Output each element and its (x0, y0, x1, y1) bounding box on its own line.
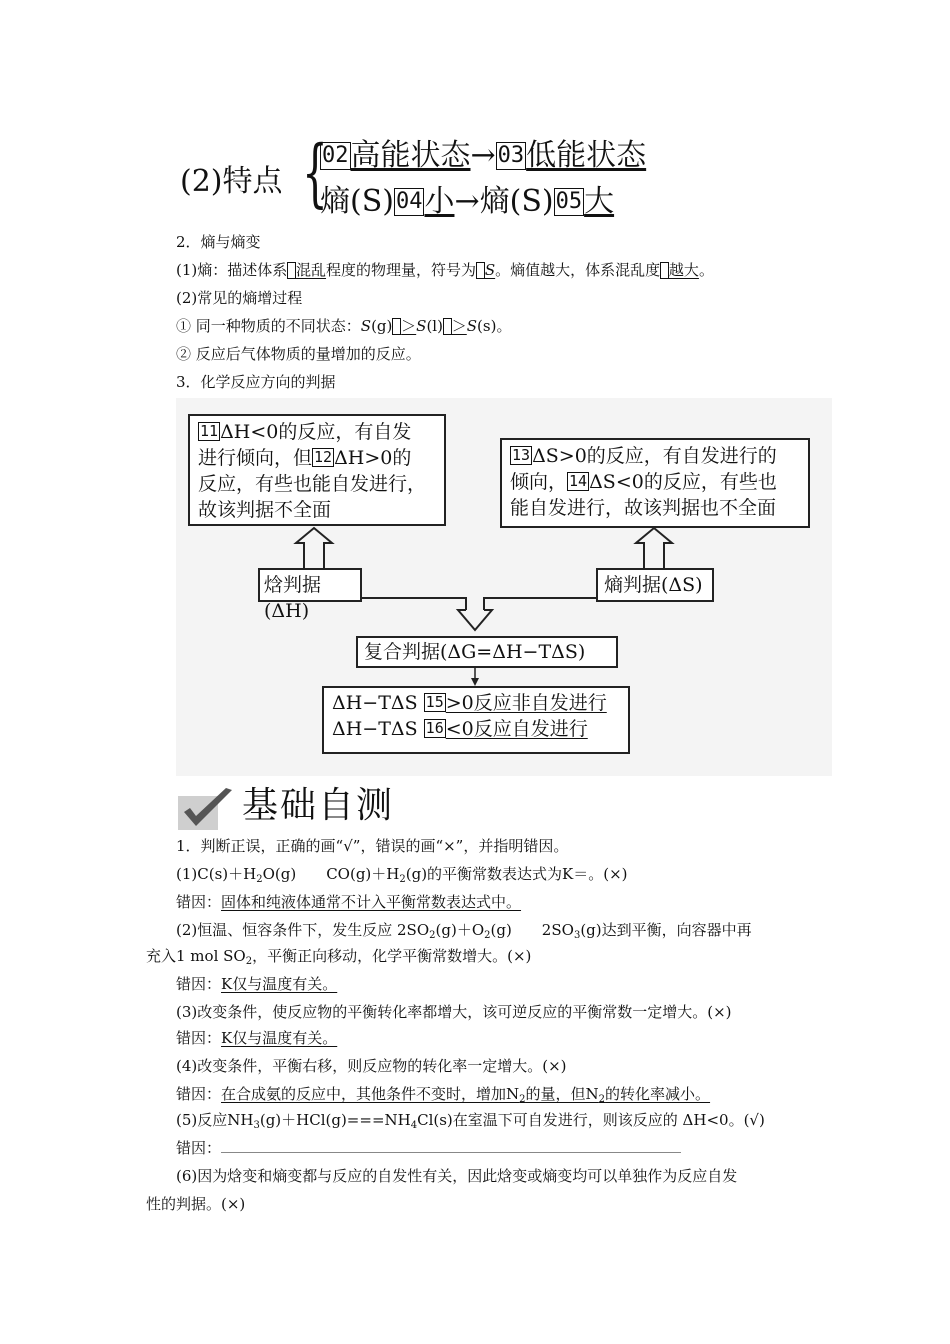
text: ΔH<0的反应，有自发 (220, 421, 412, 443)
blank-number: 04 (395, 189, 423, 214)
subscript: 3 (253, 1120, 260, 1131)
text: 的转化率减小。 (605, 1085, 711, 1103)
question-item (176, 920, 752, 946)
term: (S) (509, 184, 554, 219)
blank-number: 12 (314, 448, 333, 466)
feature-row-entropy (320, 176, 614, 220)
text: (5)反应NH (176, 1111, 254, 1129)
text: 故该判据不全面 (198, 499, 332, 521)
text: ΔH−TΔS (332, 692, 418, 714)
feature-block (180, 128, 700, 220)
question-item: (3)改变条件，使反应物的平衡转化率都增大，该可逆反应的平衡常数一定增大。(×) (176, 1003, 732, 1021)
text: Cl(s)在室温下可自发进行，则该反应的 ΔH<0。(√) (417, 1111, 765, 1129)
error-label: 错因： (176, 1139, 222, 1157)
subscript: 2 (519, 1094, 526, 1105)
term: 熵 (479, 184, 510, 219)
blank-number: 13 (512, 446, 531, 464)
subscript: 2 (598, 1094, 606, 1105)
error-label: 错因： (176, 975, 222, 993)
error-answer: K仅与温度有关。 (221, 1029, 338, 1047)
text: 程度的物理量，符号为 (326, 261, 477, 279)
answer-blank-line (221, 1138, 681, 1153)
combined-criterion-box: 复合判据(ΔG=ΔH−TΔS) (356, 636, 618, 668)
criteria-diagram (176, 398, 832, 776)
paragraph: ② 反应后气体物质的量增加的反应。 (176, 345, 421, 363)
error-label: 错因： (176, 893, 222, 911)
answer-text: ＞ (451, 317, 467, 335)
question-item (176, 864, 628, 890)
text: 反应，有些也能自发进行， (198, 473, 427, 495)
text: ① 同一种物质的不同状态： (176, 317, 361, 335)
blank-number: 16 (425, 719, 444, 737)
answer-text: 越大 (668, 261, 699, 279)
text: (g)的平衡常数表达式为K＝。(×) (405, 865, 628, 883)
text: (2)恒温、恒容条件下，发生反应 2SO (176, 921, 430, 939)
text: ，平衡正向移动，化学平衡常数增大。(×) (252, 947, 532, 965)
text: S (466, 317, 478, 335)
arrowhead-icon (471, 678, 479, 686)
text: 能自发进行，故该判据也不全面 (510, 497, 777, 519)
term: 熵 (320, 184, 350, 219)
subscript: 2 (484, 930, 491, 941)
answer-text: 大 (584, 184, 615, 219)
text: 。熵值越大，体系混乱度 (495, 261, 661, 279)
enthalpy-criterion-box: 焓判据(ΔH) (258, 568, 362, 602)
error-answer (221, 1085, 710, 1103)
connector-line (362, 598, 466, 610)
answer-text: <0反应自发进行 (445, 718, 588, 740)
connector-line (484, 598, 600, 610)
arrow-icon: → (454, 184, 480, 219)
hollow-up-arrow-icon (296, 528, 332, 568)
text: O(g) CO(g)＋H (262, 865, 400, 883)
blank-number: 14 (569, 472, 588, 490)
blank-number: 02 (322, 143, 349, 168)
answer-text: >0反应非自发进行 (445, 692, 607, 714)
blank-box (476, 262, 485, 279)
text: (1)熵：描述体系 (176, 261, 288, 279)
paragraph (176, 316, 511, 336)
text: (g) 2SO (490, 921, 574, 939)
section-title: 2．熵与熵变 (176, 233, 261, 251)
text: ΔS<0的反应，有些也 (589, 471, 777, 493)
result-box (322, 686, 630, 754)
answer-text: 高能状态 (350, 138, 471, 173)
answer-text: ＞ (401, 317, 417, 335)
blank-number: 05 (555, 189, 583, 214)
error-line (176, 1028, 337, 1048)
hollow-down-arrow-icon (458, 610, 492, 630)
paragraph (176, 260, 714, 280)
subscript: 3 (573, 930, 581, 941)
error-answer: K仅与温度有关。 (221, 975, 338, 993)
text: ΔS>0的反应，有自发进行的 (532, 445, 777, 467)
blank-number: 03 (497, 143, 525, 168)
feature-label: (2)特点 (180, 164, 283, 199)
answer-text: 小 (424, 184, 455, 219)
error-line (176, 974, 337, 994)
term: (S) (350, 184, 394, 219)
paragraph: (2)常见的熵增过程 (176, 289, 303, 307)
text: 的量，但N (525, 1085, 599, 1103)
blank-box (443, 318, 452, 335)
blank-box (287, 262, 296, 279)
brace-icon: { (302, 130, 328, 216)
text: ΔH>0的 (334, 447, 412, 469)
error-label: 错因： (176, 1085, 222, 1103)
subscript: 2 (256, 874, 263, 885)
text: 进行倾向，但 (198, 447, 313, 469)
subscript: 2 (399, 874, 406, 885)
text: 在合成氨的反应中，其他条件不变时，增加N (221, 1085, 520, 1103)
text: 倾向， (510, 471, 568, 493)
blank-number: 15 (425, 693, 444, 711)
question-item: (4)改变条件，平衡右移，则反应物的转化率一定增大。(×) (176, 1057, 567, 1075)
answer-text: 低能状态 (526, 138, 647, 173)
error-line (176, 1084, 710, 1110)
entropy-criterion-box: 熵判据(ΔS) (596, 568, 714, 602)
section-header (176, 782, 436, 832)
question-intro: 1．判断正误，正确的画“√”，错误的画“×”，并指明错因。 (176, 837, 569, 855)
question-item: (6)因为焓变和熵变都与反应的自发性有关，因此焓变或熵变均可以单独作为反应自发 (176, 1167, 738, 1185)
text: S (416, 317, 427, 335)
subscript: 4 (410, 1120, 418, 1131)
question-item-cont (146, 946, 531, 972)
subscript: 2 (429, 930, 436, 941)
checkmark-icon (176, 786, 238, 832)
subscript: 2 (245, 956, 253, 967)
text: S (360, 317, 372, 335)
answer-text: S (484, 261, 496, 279)
question-item (176, 1110, 765, 1136)
text: (l) (426, 317, 443, 335)
text: (g)＋O (435, 921, 485, 939)
arrow-icon: → (470, 138, 496, 173)
text: (s)。 (477, 317, 512, 335)
text: (g) (371, 317, 393, 335)
error-label: 错因： (176, 1029, 222, 1047)
blank-number: 11 (200, 422, 219, 440)
error-line (176, 1138, 681, 1158)
error-line (176, 892, 521, 912)
question-item-cont: 性的判据。(×) (146, 1195, 246, 1213)
section-title: 3．化学反应方向的判据 (176, 373, 336, 391)
blank-box (660, 262, 669, 279)
text: (g)＋HCl(g)===NH (259, 1111, 411, 1129)
text: 。 (698, 261, 714, 279)
feature-row-energy (320, 130, 646, 174)
answer-text: 混乱 (296, 261, 327, 279)
blank-box (392, 318, 401, 335)
text: 充入1 mol SO (146, 947, 246, 965)
hollow-up-arrow-icon (636, 528, 672, 568)
text: (g)达到平衡，向容器中再 (580, 921, 752, 939)
text: ΔH−TΔS (332, 718, 418, 740)
section-header-title: 基础自测 (242, 785, 395, 826)
error-answer: 固体和纯液体通常不计入平衡常数表达式中。 (221, 893, 522, 911)
text: (1)C(s)＋H (176, 865, 257, 883)
